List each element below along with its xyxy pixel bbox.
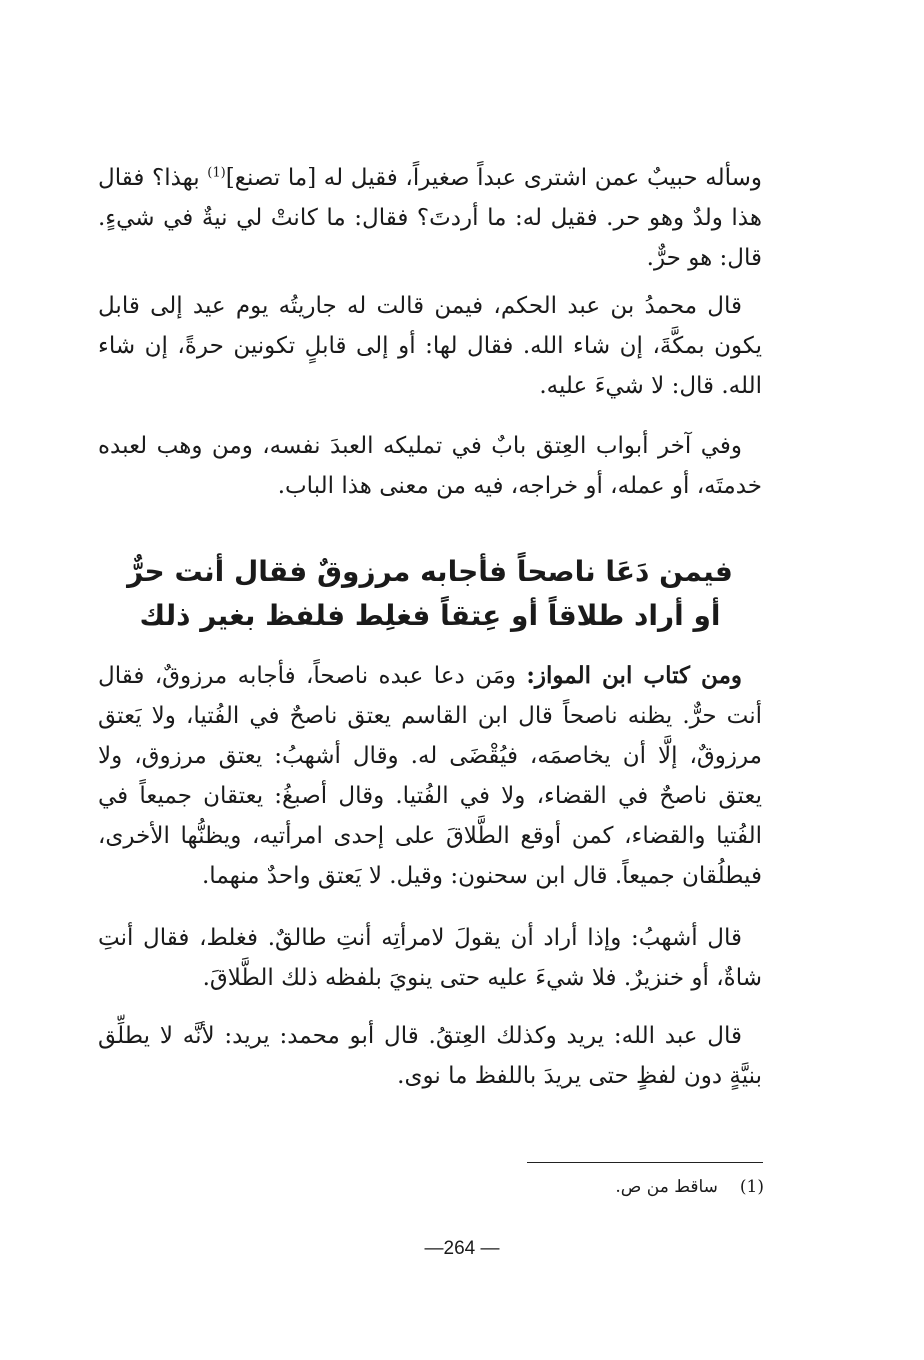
source-reference: ومن كتاب ابن المواز: xyxy=(526,662,742,689)
footnote xyxy=(400,1172,764,1202)
footnote-number: (1) xyxy=(739,1177,764,1197)
paragraph-5: قال أشهبُ: وإذا أراد أن يقولَ لامرأتِه أنتِ طالقٌ. فغلط، فقال أنتِ شاةٌ، أو خنزيرٌ. فلا شيءَ عليه حتى ينويَ بلفظه ذلك الطَّلاقَ. xyxy=(98,925,762,991)
section-heading-line-1: فيمن دَعَا ناصحاً فأجابه مرزوقٌ فقال أنت حرٌّ xyxy=(127,555,733,588)
section-heading xyxy=(98,550,762,638)
footnote-text: ساقط من ص. xyxy=(615,1177,718,1197)
footnote-divider xyxy=(527,1162,763,1163)
footnote-marker: (1) xyxy=(207,165,226,181)
section-heading-line-2: أو أراد طلاقاً أو عِتقاً فغلِط فلفظ بغير ذلك xyxy=(139,599,721,632)
paragraph-4-body: ومَن دعا عبده ناصحاً، فأجابه مرزوقٌ، فقال أنت حرٌّ. يظنه ناصحاً قال ابن القاسم يعتق ناصحٌ في الفُتيا، ولا يَعتق مرزوقٌ، إلَّا أن يخاصمَه، فيُقْضَى له. وقال أشهبُ: يعتق مرزوق، ولا يعتق ناصحٌ في القضاء، ولا في الفُتيا. وقال أصبغُ: يعتقان جميعاً في الفُتيا والقضاء، كمن أوقع الطَّلاقَ على إحدى امرأتيه، ويظنُّها الأخرى، فيطلُقان جميعاً. قال ابن سحنون: وقيل. لا يَعتق واحدٌ منهما. xyxy=(98,663,762,889)
page-number: —264 — xyxy=(424,1238,500,1259)
paragraph-3: وفي آخر أبواب العِتق بابٌ في تمليكه العبدَ نفسه، ومن وهب لعبده خدمتَه، أو عمله، أو خراجه، فيه من معنى هذا الباب. xyxy=(98,433,762,499)
paragraph-1-text-a: وسأله حبيبٌ عمن اشترى عبداً صغيراً، فقيل له [ما تصنع] xyxy=(225,165,762,191)
paragraph-1 xyxy=(98,158,762,278)
paragraph-1-text-b: بهذا؟ فقال هذا ولدٌ وهو حر. فقيل له: ما أردتَ؟ فقال: ما كانتْ لي نيةٌ في شيءٍ. قال: هو حرٌّ. xyxy=(98,165,762,271)
paragraph-6: قال عبد الله: يريد وكذلك العِتقُ. قال أبو محمد: يريد: لأنَّه لا يطلِّق بنيَّةٍ دون لفظٍ حتى يريدَ باللفظ ما نوى. xyxy=(98,1023,762,1089)
paragraph-2: قال محمدُ بن عبد الحكم، فيمن قالت له جاريتُه يوم عيد إلى قابل يكون بمكَّةَ، إن شاء الله. فقال لها: أو إلى قابلٍ تكونين حرةً، إن شاء الله. قال: لا شيءَ عليه. xyxy=(98,293,762,399)
paragraph-4 xyxy=(98,656,762,896)
